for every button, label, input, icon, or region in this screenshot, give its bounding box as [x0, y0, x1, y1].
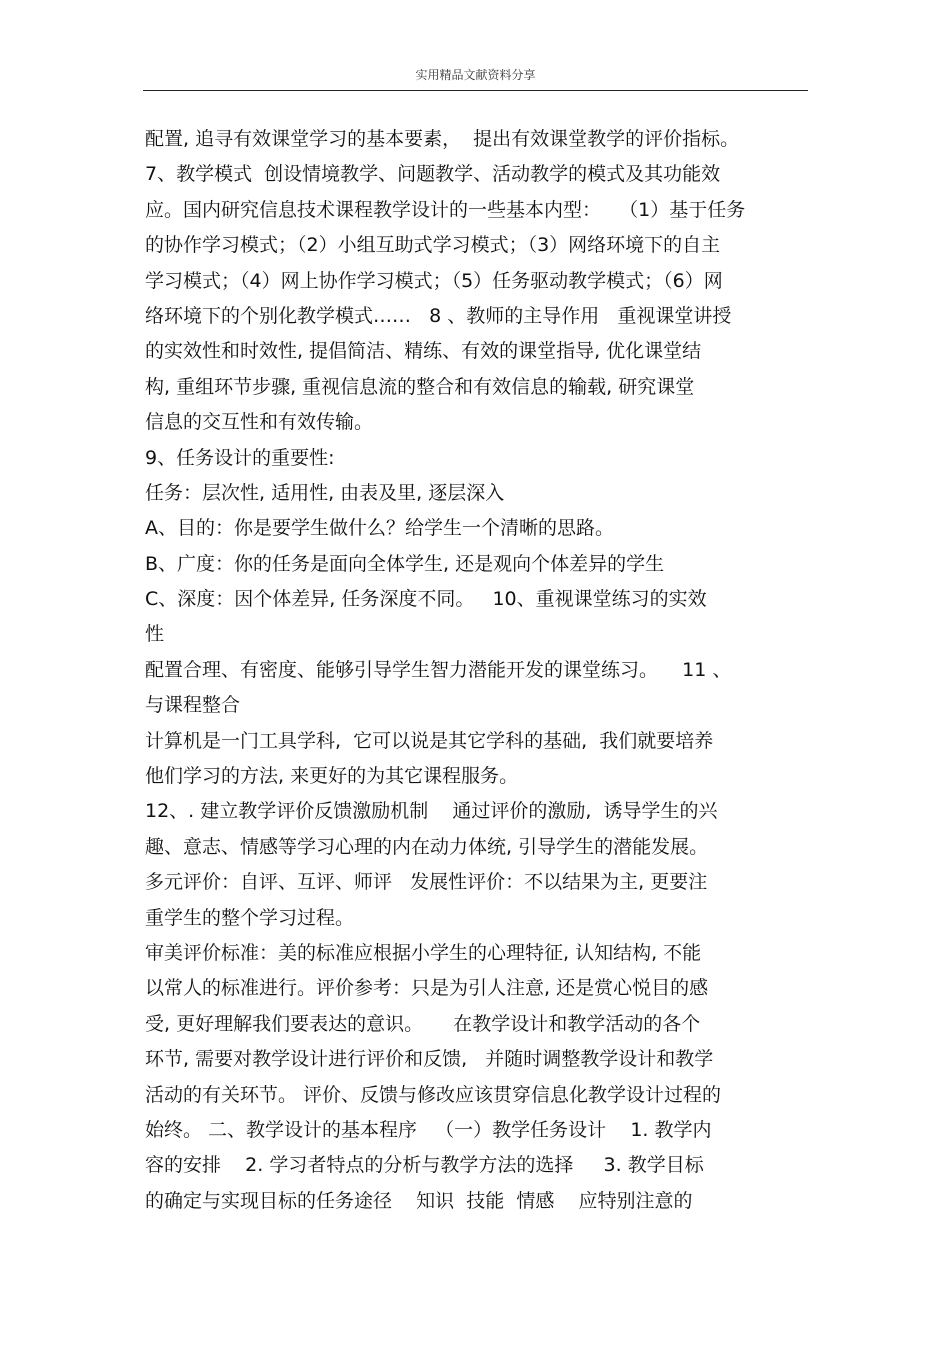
- text-line: 环节, 需要对教学设计进行评价和反馈, 并随时调整教学设计和教学: [145, 1048, 714, 1071]
- text-line: 配置合理、有密度、能够引导学生智力潜能开发的课堂练习。 11 、: [145, 658, 732, 681]
- text-line: 活动的有关环节。 评价、反馈与修改应该贯穿信息化教学设计过程的: [145, 1083, 722, 1106]
- text-line: 任务：层次性, 适用性, 由表及里, 逐层深入: [145, 481, 505, 504]
- text-line: 配置, 追寻有效课堂学习的基本要素， 提出有效课堂教学的评价指标。: [145, 128, 740, 150]
- header-rule: [143, 90, 808, 91]
- text-line: 受, 更好理解我们要表达的意识。 在教学设计和教学活动的各个: [145, 1012, 701, 1035]
- text-line: 信息的交互性和有效传输。: [145, 411, 374, 434]
- text-line: 与课程整合: [145, 694, 241, 717]
- text-line: 的协作学习模式；（2）小组互助式学习模式；（3）网络环境下的自主: [145, 234, 721, 257]
- text-line: 的确定与实现目标的任务途径 知识 技能 情感 应特别注意的: [145, 1189, 693, 1212]
- text-line: 计算机是一门工具学科, 它可以说是其它学科的基础, 我们就要培养: [145, 729, 714, 752]
- text-line: 构, 重组环节步骤, 重视信息流的整合和有效信息的输载, 研究课堂: [145, 375, 695, 398]
- text-line: 趣、意志、情感等学习心理的内在动力体统, 引导学生的潜能发展。: [145, 835, 709, 858]
- text-line: A、目的：你是要学生做什么？给学生一个清晰的思路。: [145, 517, 614, 540]
- text-line: 重学生的整个学习过程。: [145, 906, 355, 929]
- document-body: [145, 122, 825, 1219]
- text-line: 12、. 建立教学评价反馈激励机制 通过评价的激励, 诱导学生的兴: [145, 800, 718, 823]
- text-line: 学习模式；（4）网上协作学习模式；（5）任务驱动教学模式；（6）网: [145, 269, 723, 292]
- text-line: 容的安排 2. 学习者特点的分析与教学方法的选择 3. 教学目标: [145, 1154, 704, 1177]
- text-line: 性: [145, 623, 165, 646]
- text-line: 他们学习的方法, 来更好的为其它课程服务。: [145, 765, 519, 788]
- text-line: 审美评价标准：美的标准应根据小学生的心理特征, 认知结构, 不能: [145, 941, 702, 964]
- text-line: 多元评价：自评、互评、师评 发展性评价：不以结果为主, 更要注: [145, 871, 708, 894]
- text-line: B、广度：你的任务是面向全体学生, 还是观向个体差异的学生: [145, 552, 665, 575]
- page-header: 实用精品文献资料分享: [415, 68, 536, 82]
- text-line: 络环境下的个别化教学模式…… 8 、教师的主导作用 重视课堂讲授: [145, 304, 732, 327]
- text-line: C、深度：因个体差异, 任务深度不同。 10、重视课堂练习的实效: [145, 588, 707, 611]
- text-line: 7、教学模式 创设情境教学、问题教学、活动教学的模式及其功能效: [145, 163, 721, 186]
- text-line: 9、任务设计的重要性:: [145, 446, 335, 469]
- text-line: 应。国内研究信息技术课程教学设计的一些基本内型： （1）基于任务: [145, 198, 746, 221]
- text-line: 始终。 二、教学设计的基本程序 （一）教学任务设计 1. 教学内: [145, 1118, 712, 1141]
- text-line: 的实效性和时效性, 提倡简洁、精练、有效的课堂指导, 优化课堂结: [145, 340, 702, 363]
- text-line: 以常人的标准进行。评价参考：只是为引人注意, 还是赏心悦目的感: [145, 977, 709, 1000]
